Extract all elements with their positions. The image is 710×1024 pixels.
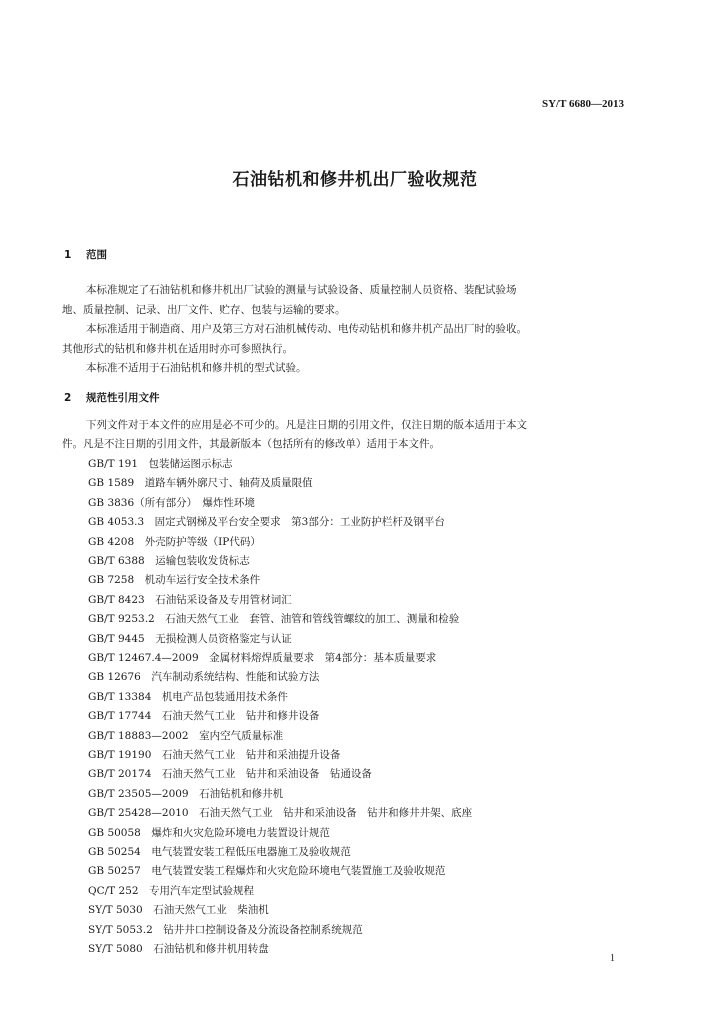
document-title: 石油钻机和修井机出厂验收规范 [232,170,478,190]
reference-item: GB/T 23505—2009 石油钻机和修井机 [88,788,284,800]
reference-item: GB 3836（所有部分） 爆炸性环境 [88,497,255,509]
reference-item: GB 50257 电气装置安装工程爆炸和火灾危险环境电气装置施工及验收规范 [88,865,446,877]
section-1-line: 本标准不适用于石油钻机和修井机的型式试验。 [86,362,307,374]
reference-item: GB 1589 道路车辆外廓尺寸、轴荷及质量限值 [88,477,313,489]
reference-item: GB 50058 爆炸和火灾危险环境电力装置设计规范 [88,827,330,839]
standard-code: SY/T 6680—2013 [541,98,624,110]
reference-item: SY/T 5053.2 钻井井口控制设备及分流设备控制系统规范 [88,924,363,936]
section-1-heading [64,247,107,262]
reference-item: QC/T 252 专用汽车定型试验规程 [88,885,255,897]
reference-item: GB/T 20174 石油天然气工业 钻井和采油设备 钻通设备 [88,768,372,780]
reference-item: GB 7258 机动车运行安全技术条件 [88,574,261,586]
reference-item: GB/T 19190 石油天然气工业 钻井和采油提升设备 [88,749,341,761]
section-2-intro-line: 下列文件对于本文件的应用是必不可少的。凡是注日期的引用文件，仅注日期的版本适用于本文 [86,419,527,431]
reference-item: SY/T 5030 石油天然气工业 柴油机 [88,904,269,916]
section-2-intro-line: 件。凡是不注日期的引用文件，其最新版本（包括所有的修改单）适用于本文件。 [62,438,440,450]
reference-item: GB 4208 外壳防护等级（IP代码） [88,536,261,548]
reference-item: GB/T 18883—2002 室内空气质量标准 [88,730,284,742]
section-1-line: 本标准适用于制造商、用户及第三方对石油机械传动、电传动钻机和修井机产品出厂时的验收。 [86,323,527,335]
reference-item: SY/T 5080 石油钻机和修井机用转盘 [88,943,269,955]
section-2-title: 规范性引用文件 [86,392,160,404]
section-1-title: 范围 [86,249,107,261]
section-1-line: 其他形式的钻机和修井机在适用时亦可参照执行。 [62,343,293,355]
reference-item: GB/T 25428—2010 石油天然气工业 钻井和采油设备 钻井和修井井架、底座 [88,807,473,819]
section-1-line: 地、质量控制、记录、出厂文件、贮存、包装与运输的要求。 [62,304,346,316]
reference-item: GB/T 191 包装储运图示标志 [88,458,233,470]
reference-item: GB/T 12467.4—2009 金属材料熔焊质量要求 第4部分：基本质量要求 [88,652,437,664]
reference-item: GB/T 17744 石油天然气工业 钻井和修井设备 [88,710,320,722]
reference-item: GB 4053.3 固定式钢梯及平台安全要求 第3部分：工业防护栏杆及钢平台 [88,516,445,528]
page-number: 1 [610,953,615,964]
reference-item: GB/T 6388 运输包装收发货标志 [88,555,250,567]
reference-item: GB/T 13384 机电产品包装通用技术条件 [88,691,288,703]
section-1-number: 1 [64,249,72,261]
reference-item: GB/T 9445 无损检测人员资格鉴定与认证 [88,633,292,645]
section-2-heading [64,390,160,405]
section-2-number: 2 [64,392,72,404]
reference-item: GB/T 8423 石油钻采设备及专用管材词汇 [88,594,292,606]
reference-item: GB 12676 汽车制动系统结构、性能和试验方法 [88,671,320,683]
reference-item: GB/T 9253.2 石油天然气工业 套管、油管和管线管螺纹的加工、测量和检验 [88,613,460,625]
section-1-line: 本标准规定了石油钻机和修井机出厂试验的测量与试验设备、质量控制人员资格、装配试验场 [86,284,517,296]
reference-item: GB 50254 电气装置安装工程低压电器施工及验收规范 [88,846,351,858]
